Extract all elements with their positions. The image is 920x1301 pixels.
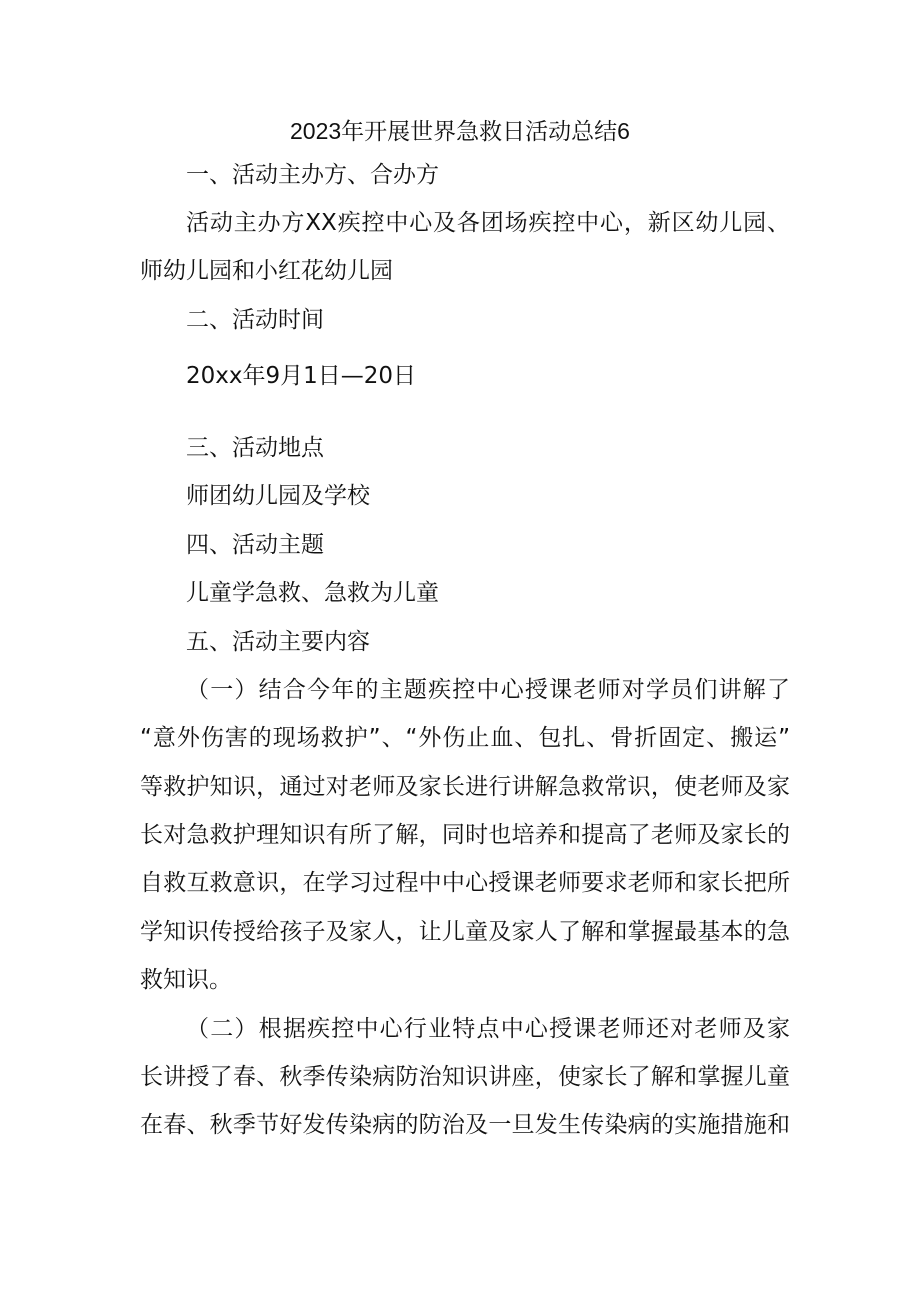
section5-para1-line: 自救互救意识，在学习过程中中心授课老师要求老师和家长把所 — [140, 870, 790, 896]
section1-body-line: 活动主办方XX疾控中心及各团场疾控中心，新区幼儿园、 — [186, 210, 790, 236]
section5-para1-line: 救知识。 — [140, 967, 232, 993]
section5-para1-line: 等救护知识，通过对老师及家长进行讲解急救常识，使老师及家 — [140, 774, 790, 800]
section5-para2-line: （二）根据疾控中心行业特点中心授课老师还对老师及家 — [186, 1016, 790, 1042]
section3-body: 师团幼儿园及学校 — [186, 483, 370, 509]
section4-body: 儿童学急救、急救为儿童 — [186, 580, 439, 606]
section2-body: 20xx年9月1日—20日 — [186, 363, 417, 389]
section4-heading: 四、活动主题 — [186, 532, 324, 558]
section1-body-line: 师幼儿园和小红花幼儿园 — [140, 258, 393, 284]
section5-para2-line: 在春、秋季节好发传染病的防治及一旦发生传染病的实施措施和 — [140, 1112, 790, 1138]
section5-para2-line: 长讲授了春、秋季传染病防治知识讲座，使家长了解和掌握儿童 — [140, 1064, 790, 1090]
section5-heading: 五、活动主要内容 — [186, 629, 370, 655]
section3-heading: 三、活动地点 — [186, 435, 324, 461]
section2-heading: 二、活动时间 — [186, 307, 324, 333]
section5-para1-line: （一）结合今年的主题疾控中心授课老师对学员们讲解了 — [186, 677, 790, 703]
section1-heading: 一、活动主办方、合办方 — [186, 162, 439, 188]
section5-para1-line: “意外伤害的现场救护”、“外伤止血、包扎、骨折固定、搬运” — [140, 725, 790, 751]
section5-para1-line: 学知识传授给孩子及家人，让儿童及家人了解和掌握最基本的急 — [140, 919, 790, 945]
document-title: 2023年开展世界急救日活动总结6 — [290, 118, 630, 144]
section5-para1-line: 长对急救护理知识有所了解，同时也培养和提高了老师及家长的 — [140, 822, 790, 848]
